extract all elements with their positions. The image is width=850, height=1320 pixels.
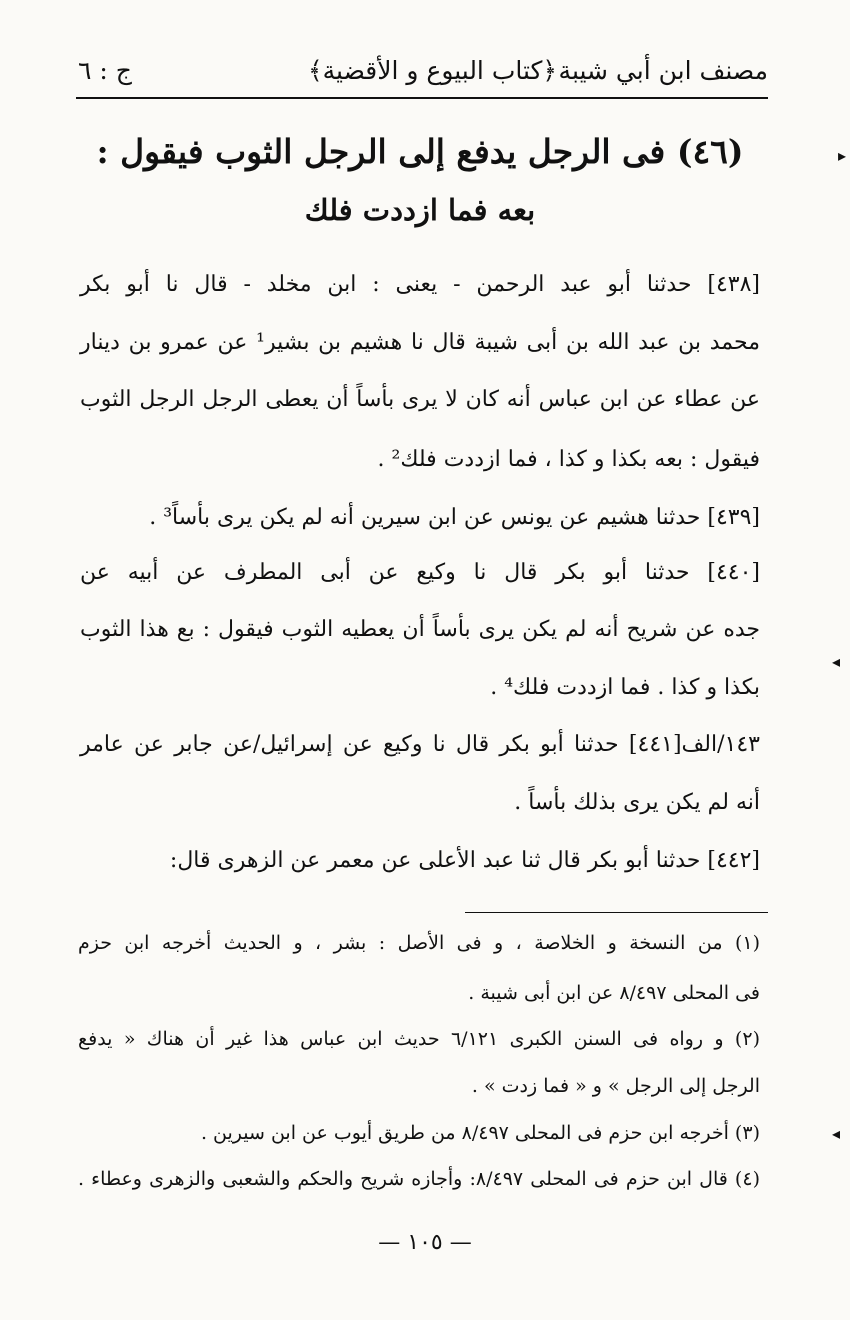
margin-mark-icon: ◂ xyxy=(832,652,841,671)
body-line: جده عن شريح أنه لم يكن يرى بأساً أن يعطيه الثوب فيقول : بع هذا الثوب xyxy=(80,617,760,642)
footnote-line: (٣) أخرجه ابن حزم فى المحلى ٨/٤٩٧ من طريق أيوب عن ابن سيرين . xyxy=(200,1122,760,1144)
page-number: — ١٠٥ — xyxy=(378,1230,472,1255)
footnote-line: (٤) قال ابن حزم فى المحلى ٨/٤٩٧: وأجازه شريح والحكم والشعبى والزهرى وعطاء . xyxy=(78,1168,760,1190)
section-title-line-2: بعه فما ازددت فلك xyxy=(304,193,536,227)
margin-mark-icon: ▸ xyxy=(838,146,847,165)
body-line: [٤٤٠] حدثنا أبو بكر قال نا وكيع عن أبى المطرف عن أبيه عن xyxy=(80,560,760,585)
margin-mark-icon: ◂ xyxy=(832,1124,841,1143)
footnote-line: (١) من النسخة و الخلاصة ، و فى الأصل : بشر ، و الحديث أخرجه ابن حزم xyxy=(78,932,760,954)
body-line: ١٤٣/الف[٤٤١] حدثنا أبو بكر قال نا وكيع عن إسرائيل/عن جابر عن عامر xyxy=(80,732,760,757)
running-header xyxy=(78,56,768,96)
header-rule xyxy=(76,97,768,99)
book-title: مصنف ابن أبي شيبة xyxy=(558,56,768,85)
body-line: أنه لم يكن يرى بذلك بأساً . xyxy=(514,790,760,815)
body-line: بكذا و كذا . فما ازددت فلك⁴ . xyxy=(490,675,760,700)
footnote-rule xyxy=(465,912,768,913)
section-title-line-1: (٤٦) فى الرجل يدفع إلى الرجل الثوب فيقول : xyxy=(96,132,744,171)
body-line: فيقول : بعه بكذا و كذا ، فما ازددت فلك² . xyxy=(377,447,760,472)
volume-number: ج : ٦ xyxy=(78,56,132,85)
footnote-line: الرجل إلى الرجل » و « فما زدت » . xyxy=(471,1075,760,1097)
footnote-line: (٢) و رواه فى السنن الكبرى ٦/١٢١ حديث ابن عباس هذا غير أن هناك « يدفع xyxy=(78,1028,760,1050)
chapter-title: ﴿كتاب البيوع و الأقضية﴾ xyxy=(308,56,558,85)
body-line: [٤٣٩] حدثنا هشيم عن يونس عن ابن سيرين أنه لم يكن يرى بأساً³ . xyxy=(149,505,760,530)
body-line: محمد بن عبد الله بن أبى شيبة قال نا هشيم بن بشير¹ عن عمرو بن دينار xyxy=(80,330,761,355)
body-line: [٤٣٨] حدثنا أبو عبد الرحمن - يعنى : ابن مخلد - قال نا أبو بكر xyxy=(80,272,760,297)
body-line: عن عطاء عن ابن عباس أنه كان لا يرى بأساً أن يعطى الرجل الرجل الثوب xyxy=(80,387,760,412)
footnote-line: فى المحلى ٨/٤٩٧ عن ابن أبى شيبة . xyxy=(468,982,760,1004)
body-line: [٤٤٢] حدثنا أبو بكر قال ثنا عبد الأعلى عن معمر عن الزهرى قال: xyxy=(169,848,760,873)
